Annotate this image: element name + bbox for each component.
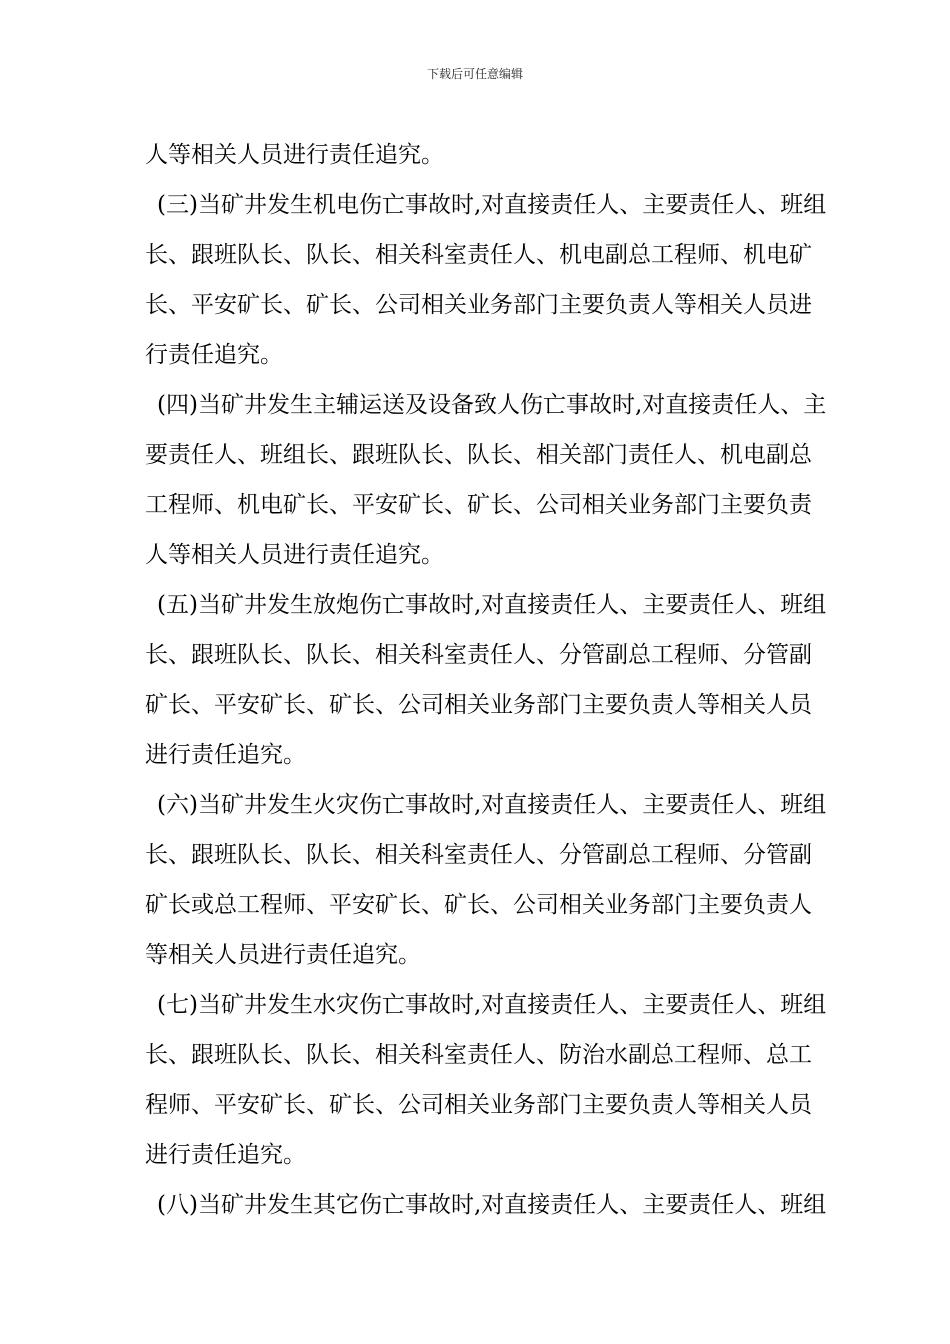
paragraph-7-start: (七)当矿井发生水灾伤亡事故时,对直接责任人、主要责任人、班组 <box>157 992 827 1018</box>
text-line: 长、跟班队长、队长、相关科室责任人、分管副总工程师、分管副 <box>145 642 812 668</box>
text-line: 等相关人员进行责任追究。 <box>145 942 421 968</box>
text-line: 程师、平安矿长、矿长、公司相关业务部门主要负责人等相关人员 <box>145 1092 812 1118</box>
text-line: 进行责任追究。 <box>145 742 306 768</box>
text-line: 长、跟班队长、队长、相关科室责任人、机电副总工程师、机电矿 <box>145 242 812 268</box>
text-line: 行责任追究。 <box>145 342 283 368</box>
paragraph-6-start: (六)当矿井发生火灾伤亡事故时,对直接责任人、主要责任人、班组 <box>157 792 827 818</box>
document-body <box>145 130 827 1230</box>
text-line: 要责任人、班组长、跟班队长、队长、相关部门责任人、机电副总 <box>145 442 812 468</box>
paragraph-3-start: (三)当矿井发生机电伤亡事故时,对直接责任人、主要责任人、班组 <box>157 192 827 218</box>
text-line: 长、跟班队长、队长、相关科室责任人、分管副总工程师、分管副 <box>145 842 812 868</box>
text-line: 矿长、平安矿长、矿长、公司相关业务部门主要负责人等相关人员 <box>145 692 812 718</box>
paragraph-5-start: (五)当矿井发生放炮伤亡事故时,对直接责任人、主要责任人、班组 <box>157 592 827 618</box>
text-line: 人等相关人员进行责任追究。 <box>145 142 444 168</box>
text-line: 进行责任追究。 <box>145 1142 306 1168</box>
text-line: 工程师、机电矿长、平安矿长、矿长、公司相关业务部门主要负责 <box>145 492 812 518</box>
page-header: 下载后可任意编辑 <box>426 67 523 81</box>
text-line: 矿长或总工程师、平安矿长、矿长、公司相关业务部门主要负责人 <box>145 892 812 918</box>
text-line: 长、跟班队长、队长、相关科室责任人、防治水副总工程师、总工 <box>145 1042 812 1068</box>
text-line: 长、平安矿长、矿长、公司相关业务部门主要负责人等相关人员进 <box>145 292 812 318</box>
text-line: 人等相关人员进行责任追究。 <box>145 542 444 568</box>
paragraph-4-start: (四)当矿井发生主辅运送及设备致人伤亡事故时,对直接责任人、主 <box>157 392 827 418</box>
paragraph-8-start: (八)当矿井发生其它伤亡事故时,对直接责任人、主要责任人、班组 <box>157 1192 827 1218</box>
